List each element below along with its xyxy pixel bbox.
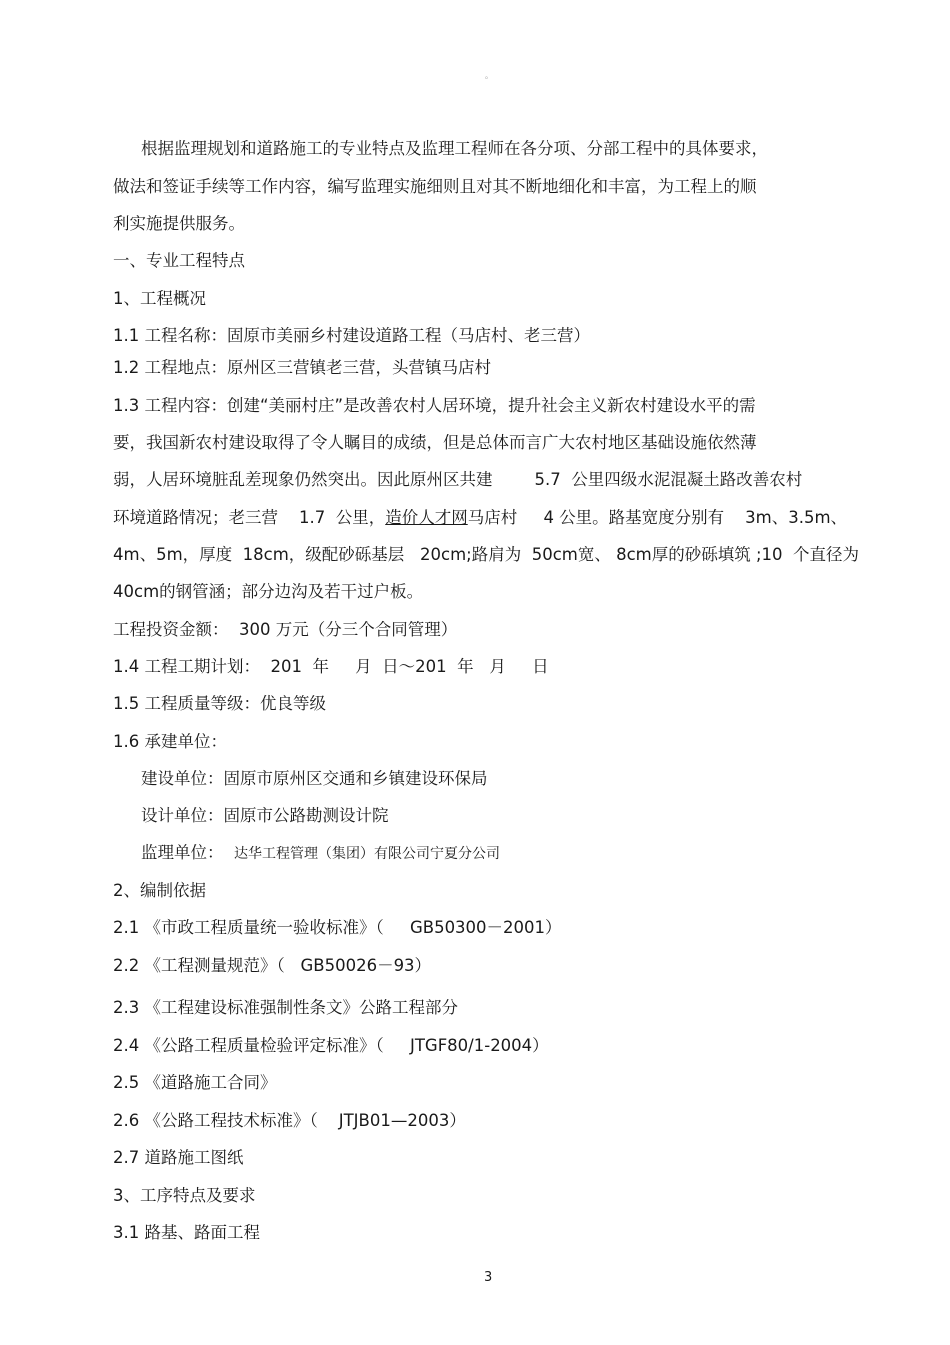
item-1-4: 1.4 工程工期计划： 201 年 月 日～201 年 月 日 — [113, 657, 549, 676]
basis-2-6: 2.6 《公路工程技术标准》（ JTJB01—2003） — [113, 1111, 466, 1130]
item-1-3-line-5: 4m、5m，厚度 18cm，级配砂砾基层 20cm;路肩为 50cm宽、 8cm厚的砂砾填筑 ;10 个直径为 — [113, 545, 860, 564]
unit-supervision-label: 监理单位： — [141, 843, 234, 862]
basis-2-5: 2.5 《道路施工合同》 — [113, 1073, 277, 1092]
unit-supervision — [141, 843, 500, 864]
section-3-title: 3、工序特点及要求 — [113, 1186, 256, 1205]
item-1-2: 1.2 工程地点：原州区三营镇老三营，头营镇马店村 — [113, 358, 491, 377]
basis-2-7: 2.7 道路施工图纸 — [113, 1148, 244, 1167]
unit-supervision-name: 达华工程管理（集团）有限公司宁夏分公司 — [234, 846, 500, 862]
intro-line-2: 做法和签证手续等工作内容，编写监理实施细则且对其不断地细化和丰富，为工程上的顺 — [113, 177, 757, 196]
basis-2-1: 2.1 《市政工程质量统一验收标准》（ GB50300－2001） — [113, 918, 562, 937]
item-1-3-line-4b: 马店村 4 公里。路基宽度分别有 3m、3.5m、 — [467, 508, 848, 527]
intro-line-3: 利实施提供服务。 — [113, 214, 245, 233]
header-mark: 。 — [485, 71, 493, 80]
item-1-5: 1.5 工程质量等级：优良等级 — [113, 694, 326, 713]
item-1-3-line-1: 1.3 工程内容：创建“美丽村庄”是改善农村人居环境，提升社会主义新农村建设水平的需 — [113, 396, 756, 415]
unit-design: 设计单位：固原市公路勘测设计院 — [141, 806, 389, 825]
section-2-title: 2、编制依据 — [113, 881, 206, 900]
item-1-3-line-3: 弱，人居环境脏乱差现象仍然突出。因此原州区共建 5.7 公里四级水泥混凝土路改善农村 — [113, 470, 803, 489]
intro-line-1: 根据监理规划和道路施工的专业特点及监理工程师在各分项、分部工程中的具体要求， — [141, 139, 768, 158]
section-1-1-title: 1、工程概况 — [113, 289, 206, 308]
item-1-3-line-4a: 环境道路情况；老三营 1.7 公里， — [113, 508, 386, 527]
unit-build: 建设单位：固原市原州区交通和乡镇建设环保局 — [141, 769, 488, 788]
basis-2-3: 2.3 《工程建设标准强制性条文》公路工程部分 — [113, 998, 458, 1017]
item-1-3-line-4 — [113, 508, 847, 528]
zaojia-link[interactable]: 造价人才网 — [385, 508, 468, 527]
page-number: 3 — [484, 1270, 493, 1285]
item-1-3-line-2: 要，我国新农村建设取得了令人瞩目的成绩，但是总体而言广大农村地区基础设施依然薄 — [113, 433, 757, 452]
item-1-6: 1.6 承建单位： — [113, 732, 227, 751]
investment-amount: 工程投资金额： 300 万元（分三个合同管理） — [113, 620, 458, 639]
item-1-3-line-6: 40cm的钢管涵；部分边沟及若干过户板。 — [113, 582, 424, 601]
basis-2-2: 2.2 《工程测量规范》（ GB50026－93） — [113, 956, 432, 975]
item-1-1: 1.1 工程名称：固原市美丽乡村建设道路工程（马店村、老三营） — [113, 326, 590, 345]
basis-2-4: 2.4 《公路工程质量检验评定标准》（ JTGF80/1-2004） — [113, 1036, 549, 1055]
section-3-1-title: 3.1 路基、路面工程 — [113, 1223, 260, 1242]
section-1-title: 一、专业工程特点 — [113, 251, 245, 270]
